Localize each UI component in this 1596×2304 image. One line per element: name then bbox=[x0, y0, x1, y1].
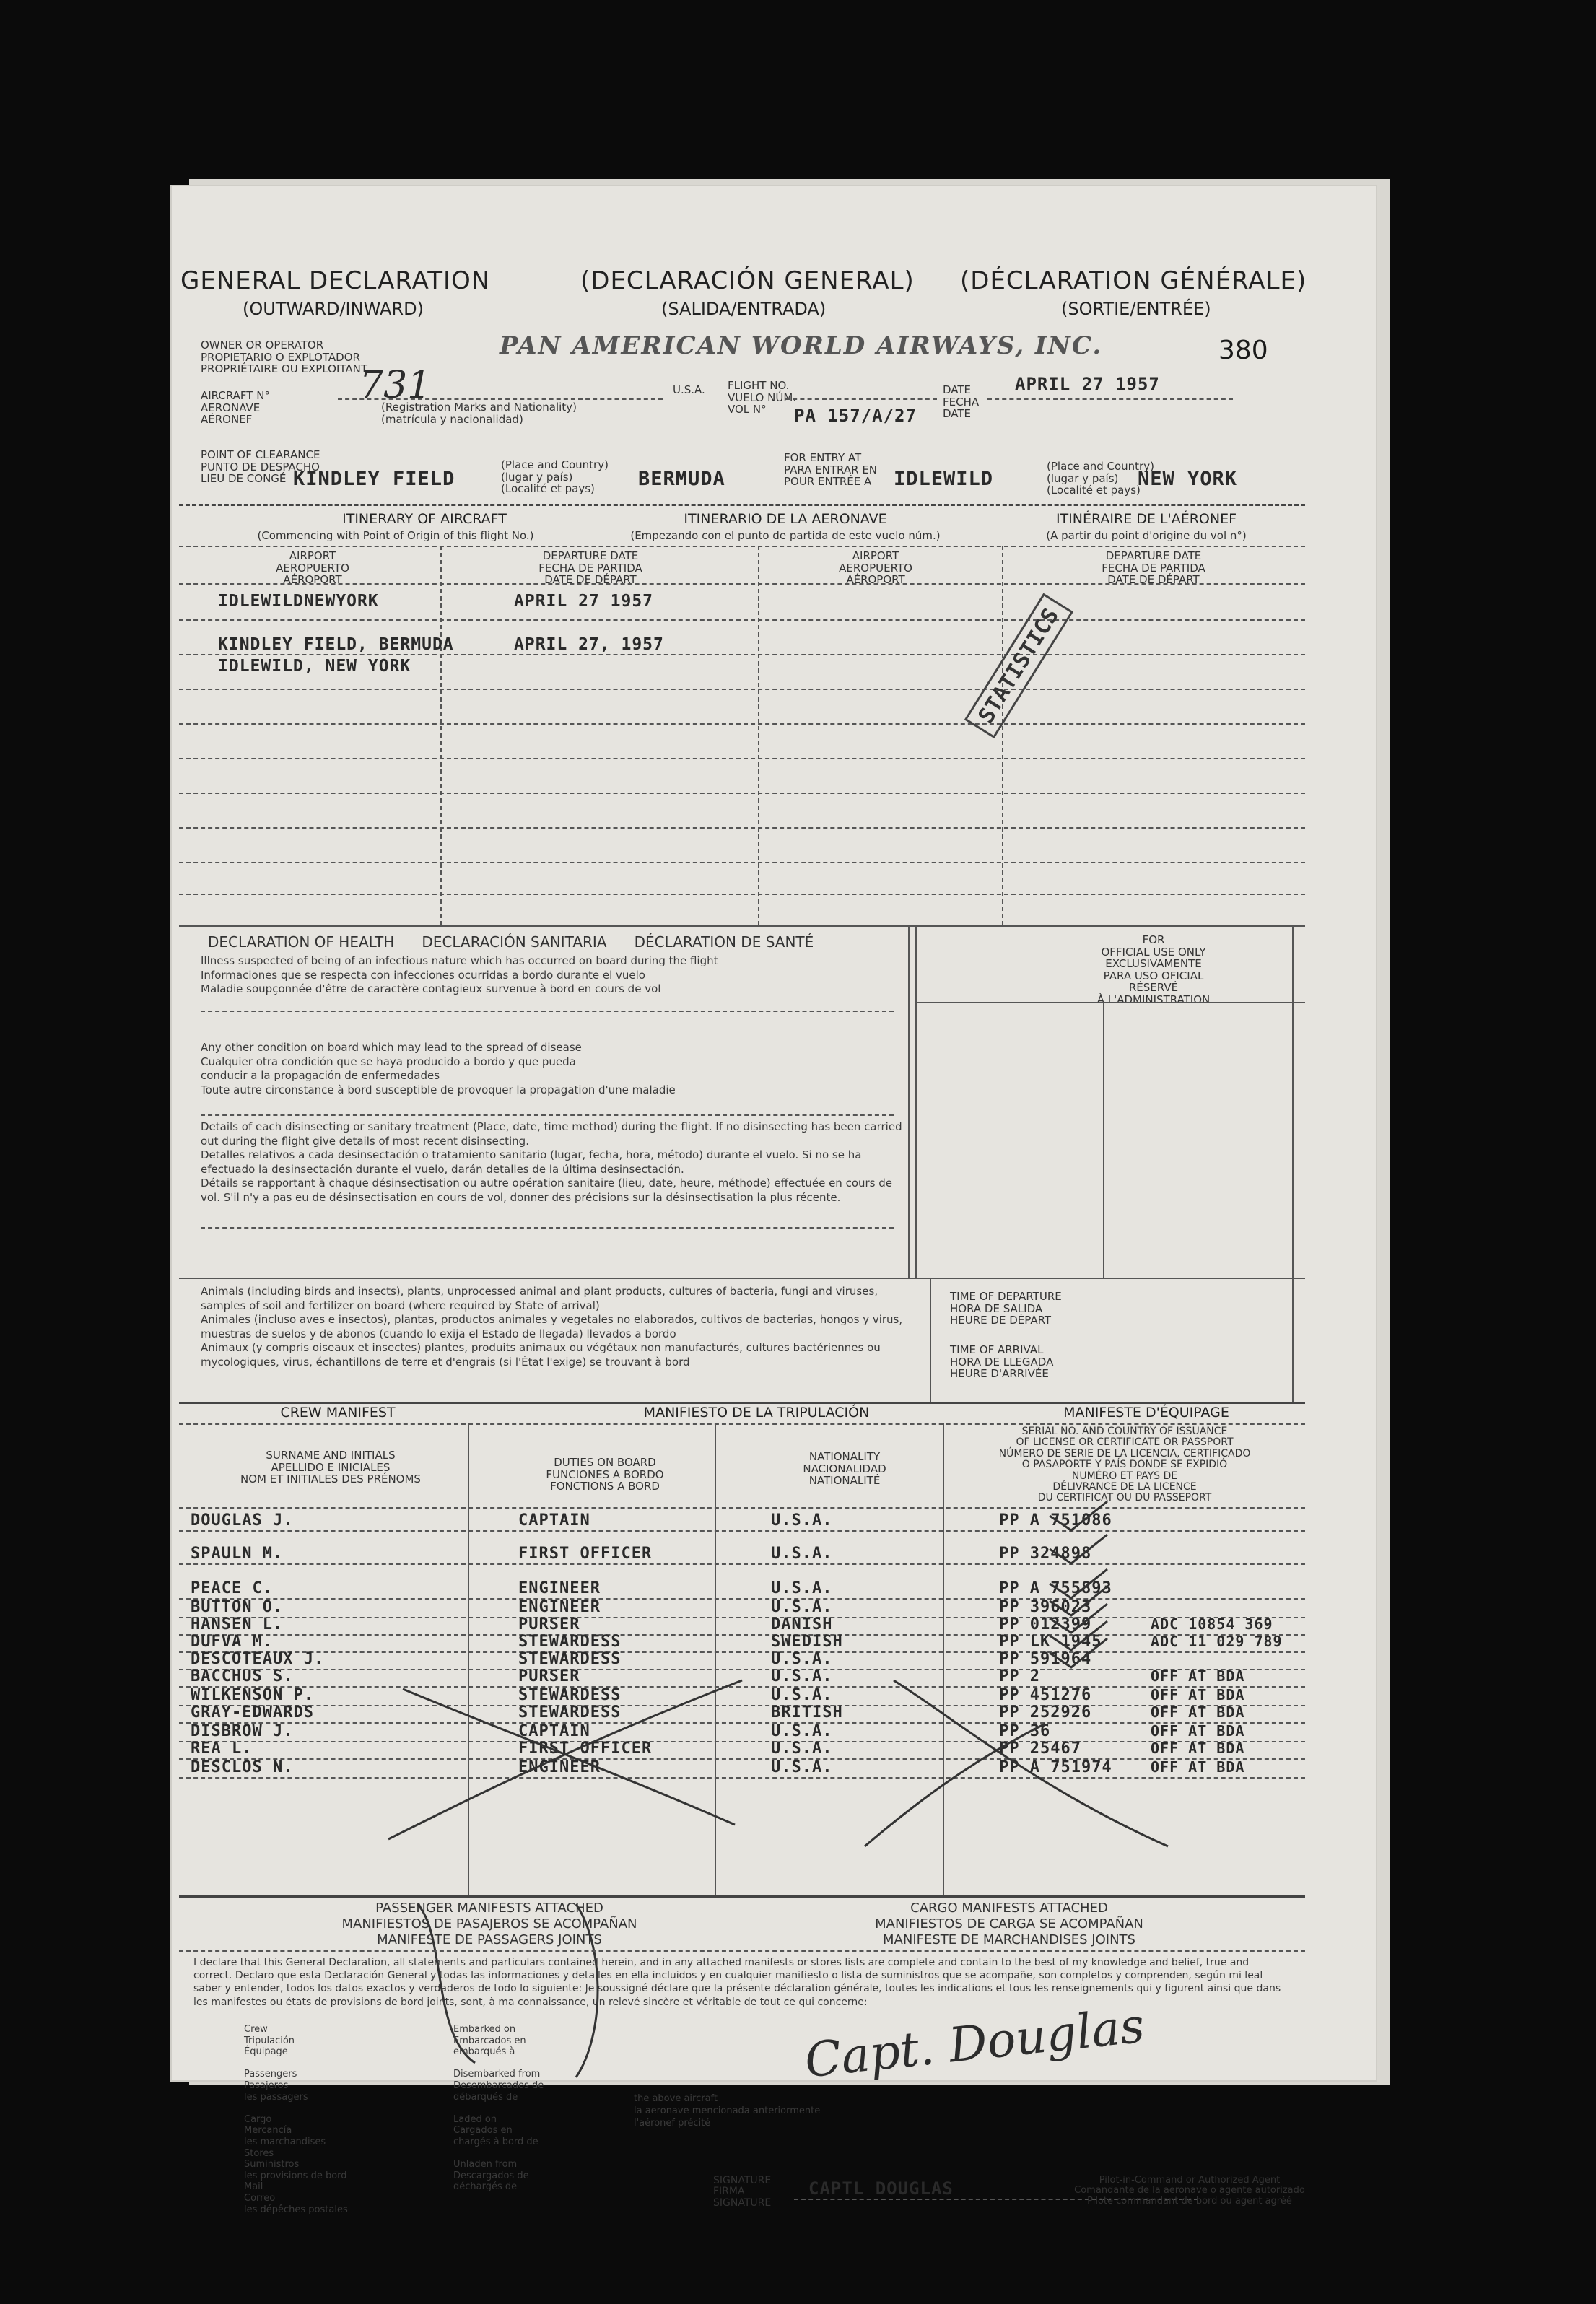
crew-row-note: ADC 11 029 789 bbox=[1151, 1633, 1283, 1650]
itinerary-row-0-date: APRIL 27 1957 bbox=[514, 592, 654, 611]
crew-row-note: OFF AT BDA bbox=[1151, 1667, 1245, 1685]
crew-row-nat: SWEDISH bbox=[771, 1633, 843, 1651]
crew-row-note: OFF AT BDA bbox=[1151, 1686, 1245, 1703]
crew-title-es: MANIFIESTO DE LA TRIPULACIÓN bbox=[643, 1405, 870, 1421]
crew-row-nat: U.S.A. bbox=[771, 1511, 833, 1530]
crew-row-nat: U.S.A. bbox=[771, 1598, 833, 1616]
crew-row-nat: U.S.A. bbox=[771, 1667, 833, 1685]
crew-row-nat: U.S.A. bbox=[771, 1686, 833, 1704]
crew-title-fr: MANIFESTE D'ÉQUIPAGE bbox=[1063, 1405, 1229, 1421]
crew-row-duty: CAPTAIN bbox=[518, 1511, 590, 1530]
crew-row-duty: ENGINEER bbox=[518, 1579, 601, 1597]
crew-row-name: DISBROW J. bbox=[191, 1722, 294, 1740]
crew-row-name: DOUGLAS J. bbox=[191, 1511, 294, 1530]
signature-left-labels: Crew Tripulación Équipage Passengers Pasajeros les passagers Cargo Mercancía les marchandises Stores Suministros les provisions de bord Mail Correo les dépêches postales bbox=[244, 2024, 348, 2215]
time-of-departure-label: TIME OF DEPARTURE HORA DE SALIDA HEURE DE DÉPART bbox=[950, 1290, 1062, 1327]
crew-row-name: BUTTON O. bbox=[191, 1598, 284, 1616]
page-number: 380 bbox=[1218, 336, 1268, 365]
passenger-manifest-en: PASSENGER MANIFESTS ATTACHED bbox=[375, 1901, 603, 1916]
crew-row-license: PP 36 bbox=[999, 1722, 1051, 1740]
crew-row-duty: STEWARDESS bbox=[518, 1686, 622, 1704]
crew-row-duty: FIRST OFFICER bbox=[518, 1740, 653, 1758]
crew-row-nat: DANISH bbox=[771, 1615, 833, 1633]
entry-country: NEW YORK bbox=[1138, 468, 1238, 490]
entry-label: FOR ENTRY AT PARA ENTRAR EN POUR ENTRÉE A bbox=[784, 451, 878, 488]
itinerary-note-fr: (A partir du point d'origine du vol n°) bbox=[1046, 529, 1247, 542]
clearance-place: KINDLEY FIELD bbox=[293, 468, 455, 490]
subtitle-en: (OUTWARD/INWARD) bbox=[243, 299, 424, 319]
aircraft-reference-text: the above aircraft la aeronave mencionada anteriormente l'aéronef précité bbox=[634, 2093, 821, 2129]
crew-row-license: PP LK 1945 bbox=[999, 1633, 1102, 1651]
crew-title-en: CREW MANIFEST bbox=[280, 1405, 396, 1421]
clearance-country: BERMUDA bbox=[638, 468, 725, 490]
itinerary-title-fr: ITINÉRAIRE DE L'AÉRONEF bbox=[1055, 511, 1237, 527]
aircraft-number: 731 bbox=[359, 364, 432, 407]
crew-row-duty: STEWARDESS bbox=[518, 1703, 622, 1722]
crew-col-name: SURNAME AND INITIALS APELLIDO E INICIALES NOM ET INITIALES DES PRÉNOMS bbox=[240, 1449, 421, 1485]
crew-row-license: PP 25467 bbox=[999, 1740, 1081, 1758]
itinerary-col-airport-1: AIRPORT AEROPUERTO AÉROPORT bbox=[276, 549, 349, 586]
statistics-stamp: STATISTICS bbox=[964, 593, 1073, 738]
cargo-manifest-fr: MANIFESTE DE MARCHANDISES JOINTS bbox=[883, 1932, 1135, 1947]
crew-row-nat: BRITISH bbox=[771, 1703, 843, 1722]
crew-row-note: ADC 10854 369 bbox=[1151, 1615, 1273, 1633]
crew-row-name: DUFVA M. bbox=[191, 1633, 273, 1651]
crew-row-license: PP 591964 bbox=[999, 1650, 1092, 1668]
strike-marks bbox=[172, 186, 1376, 2080]
itinerary-note-es: (Empezando con el punto de partida de este vuelo núm.) bbox=[630, 529, 941, 542]
health-title: DECLARATION OF HEALTH DECLARACIÓN SANITARIA DÉCLARATION DE SANTÉ bbox=[208, 933, 814, 951]
pilot-in-command-label: Pilot-in-Command or Authorized Agent Comandante de la aeronave o agente autorizado Pilote commandant de bord ou agent agréé bbox=[1074, 2175, 1305, 2207]
signature-label: SIGNATURE FIRMA SIGNATURE bbox=[713, 2175, 772, 2209]
itinerary-col-airport-2: AIRPORT AEROPUERTO AÉROPORT bbox=[839, 549, 912, 586]
crew-row-note: OFF AT BDA bbox=[1151, 1722, 1245, 1740]
crew-row-nat: U.S.A. bbox=[771, 1545, 833, 1563]
aircraft-label: AIRCRAFT N° AERONAVE AÉRONEF bbox=[201, 389, 270, 426]
signature-mid-labels: Embarked on Embarcados en embarqués à Disembarked from Desembarcados de débarqués de Laded on Cargados en chargés à bord de Unladen from Descargados de déchargés de bbox=[453, 2024, 544, 2193]
health-disinsecting-text: Details of each disinsecting or sanitary treatment (Place, date, time method) during the flight. If no disinsecting has been carried out during the flight give details of most recent disinsecting. Detalles relativos a cada desinsectación o tratamiento sanitario (lugar, fecha, hora, método) durante el vuelo. Si no se ha efectuado la desinsectación durante el vuelo, darán detalles de la última desinsectación. Détails se rapportant à chaque désinsectisation ou autre opération sanitaire (lieu, date, heure, méthode) effectuée en cours de vol. S'il n'y a pas eu de désinsectisation en cours de vol, donner des précisions sur la désinsectisation la plus récente. bbox=[201, 1120, 902, 1204]
itinerary-title-en: ITINERARY OF AIRCRAFT bbox=[342, 511, 507, 527]
crew-row-license: PP 396023 bbox=[999, 1598, 1092, 1616]
itinerary-col-departure-2: DEPARTURE DATE FECHA DE PARTIDA DATE DE DÉPART bbox=[1102, 549, 1205, 586]
cargo-manifest-en: CARGO MANIFESTS ATTACHED bbox=[910, 1901, 1108, 1916]
itinerary-row-1-airport: KINDLEY FIELD, BERMUDA bbox=[218, 635, 454, 654]
subtitle-es: (SALIDA/ENTRADA) bbox=[661, 299, 827, 319]
crew-col-duty: DUTIES ON BOARD FUNCIONES A BORDO FONCTIONS A BORD bbox=[546, 1456, 664, 1493]
title-es: (DECLARACIÓN GENERAL) bbox=[580, 266, 915, 295]
crew-row-name: WILKENSON P. bbox=[191, 1686, 314, 1704]
entry-place: IDLEWILD bbox=[894, 468, 994, 490]
usa-label: U.S.A. bbox=[673, 383, 705, 396]
itinerary-row-2-airport: IDLEWILD, NEW YORK bbox=[218, 657, 411, 676]
crew-row-name: HANSEN L. bbox=[191, 1615, 284, 1633]
crew-row-duty: STEWARDESS bbox=[518, 1650, 622, 1668]
crew-row-name: PEACE C. bbox=[191, 1579, 273, 1597]
flight-date: APRIL 27 1957 bbox=[1015, 374, 1160, 394]
crew-row-license: PP A 755893 bbox=[999, 1579, 1112, 1597]
crew-row-license: PP 252926 bbox=[999, 1703, 1092, 1722]
crew-row-duty: ENGINEER bbox=[518, 1758, 601, 1776]
itinerary-note-en: (Commencing with Point of Origin of this flight No.) bbox=[257, 529, 534, 542]
date-label: DATE FECHA DATE bbox=[943, 383, 980, 420]
official-use-label: FOR OFFICIAL USE ONLY EXCLUSIVAMENTE PARA USO OFICIAL RÉSERVÉ À L'ADMINISTRATION bbox=[1096, 933, 1211, 1006]
crew-row-nat: U.S.A. bbox=[771, 1579, 833, 1597]
crew-row-duty: STEWARDESS bbox=[518, 1633, 622, 1651]
crew-row-license: PP 2 bbox=[999, 1667, 1040, 1685]
itinerary-title-es: ITINERARIO DE LA AERONAVE bbox=[684, 511, 887, 527]
itinerary-row-1-date: APRIL 27, 1957 bbox=[514, 635, 664, 654]
crew-row-duty: ENGINEER bbox=[518, 1598, 601, 1616]
general-declaration-form bbox=[172, 186, 1376, 2215]
crew-col-nationality: NATIONALITY NACIONALIDAD NATIONALITÉ bbox=[803, 1450, 886, 1487]
crew-row-nat: U.S.A. bbox=[771, 1758, 833, 1776]
passenger-manifest-fr: MANIFESTE DE PASSAGERS JOINTS bbox=[377, 1932, 602, 1947]
crew-row-license: PP A 751974 bbox=[999, 1758, 1112, 1776]
health-illness-text: Illness suspected of being of an infectious nature which has occurred on board during the flight Informaciones que se respecta con infecciones ocurridas a bordo durante el vuelo Maladie soupçonnée d'être de caractère contagieux survenue à bord en cours de vol bbox=[201, 954, 718, 995]
crew-row-note: OFF AT BDA bbox=[1151, 1703, 1245, 1721]
crew-row-license: PP 012399 bbox=[999, 1615, 1092, 1633]
animals-text: Animals (including birds and insects), plants, unprocessed animal and plant products, cultures of bacteria, fungi and viruses, samples of soil and fertilizer on board (where required by State of arrival) Animales (incluso aves e insectos), plantas, productos animales y vegetales no elaborados, cultivos de bacterias, hongos y virus, muestras de suelos y de abonos (cuando lo exija el Estado de llegada) llevados a bordo Animaux (y compris oiseaux et insectes) plantes, produits animaux ou végétaux non manufacturés, cultures bactériennes ou mycologiques, virus, échantillons de terre et d'engrais (si l'État l'exige) se trouvant à bord bbox=[201, 1285, 903, 1369]
crew-row-duty: CAPTAIN bbox=[518, 1722, 590, 1740]
flight-number: PA 157/A/27 bbox=[794, 406, 917, 426]
cargo-manifest-es: MANIFIESTOS DE CARGA SE ACOMPAÑAN bbox=[875, 1916, 1143, 1932]
crew-row-license: PP 451276 bbox=[999, 1686, 1092, 1704]
crew-row-note: OFF AT BDA bbox=[1151, 1740, 1245, 1757]
registration-label: (Registration Marks and Nationality) (matrícula y nacionalidad) bbox=[381, 401, 577, 426]
crew-row-duty: FIRST OFFICER bbox=[518, 1545, 653, 1563]
crew-row-license: PP A 751086 bbox=[999, 1511, 1112, 1530]
itinerary-col-departure-1: DEPARTURE DATE FECHA DE PARTIDA DATE DE DÉPART bbox=[538, 549, 642, 586]
crew-row-duty: PURSER bbox=[518, 1667, 580, 1685]
crew-row-duty: PURSER bbox=[518, 1615, 580, 1633]
operator-value: PAN AMERICAN WORLD AIRWAYS, INC. bbox=[500, 331, 1103, 360]
title-en: GENERAL DECLARATION bbox=[180, 266, 491, 295]
time-of-arrival-label: TIME OF ARRIVAL HORA DE LLEGADA HEURE D'ARRIVÉE bbox=[950, 1343, 1054, 1380]
operator-label: OWNER OR OPERATOR PROPIETARIO O EXPLOTADOR PROPRIÉTAIRE OU EXPLOITANT bbox=[201, 339, 368, 375]
crew-row-name: BACCHUS S. bbox=[191, 1667, 294, 1685]
crew-col-license: SERIAL NO. AND COUNTRY OF ISSUANCE OF LICENSE OR CERTIFICATE OR PASSPORT NÚMERO DE SERIE DE LA LICENCIA, CERTIFICADO O PASAPORTE Y PAÍS DONDE SE EXPIDIÓ NUMÉRO ET PAYS DE DÉLIVRANCE DE LA LICENCE DU CERTIFICAT OU DU PASSEPORT bbox=[998, 1426, 1251, 1504]
crew-row-nat: U.S.A. bbox=[771, 1722, 833, 1740]
itinerary-row-0-airport: IDLEWILDNEWYORK bbox=[218, 592, 379, 611]
clearance-place-label: (Place and Country) (lugar y país) (Localité et pays) bbox=[501, 458, 609, 495]
passenger-manifest-es: MANIFIESTOS DE PASAJEROS SE ACOMPAÑAN bbox=[341, 1916, 637, 1932]
crew-row-nat: U.S.A. bbox=[771, 1650, 833, 1668]
entry-place-label: (Place and Country) (lugar y país) (Localité et pays) bbox=[1047, 460, 1154, 497]
crew-row-name: SPAULN M. bbox=[191, 1545, 284, 1563]
crew-row-nat: U.S.A. bbox=[771, 1740, 833, 1758]
flight-label: FLIGHT NO. VUELO NÚM. VOL N° bbox=[728, 379, 797, 416]
declaration-text: I declare that this General Declaration, all statements and particulars contained herein, and in any attached manifests or stores lists are complete and contain to the best of my knowledge and belief, true and correct. Declaro que esta Declaración General y todas las informaciones y detalles en ella incluidos y en cualquier manifiesto o lista de suministros que se acompañe, son completos y comprenden, según mi leal saber y entender, todos los datos exactos y verdaderos de todo lo siguiente: Je soussigné déclare que la présente déclaration générale, toutes les indications et tous les renseignements qui y figurent ainsi que dans les manifestes ou états de provisions de bord joints, sont, à ma connaissance, un relevé sincère et véritable de tout ce qui concerne: bbox=[193, 1957, 1281, 2008]
clearance-label: POINT OF CLEARANCE PUNTO DE DESPACHO LIEU DE CONGÉ bbox=[201, 448, 320, 485]
subtitle-fr: (SORTIE/ENTRÉE) bbox=[1061, 299, 1211, 319]
health-condition-text: Any other condition on board which may lead to the spread of disease Cualquier otra condición que se haya producido a bordo y que pueda conducir a la propagación de enfermedades Toute autre circonstance à bord susceptible de provoquer la propagation d'une maladie bbox=[201, 1041, 676, 1096]
crew-row-license: PP 324898 bbox=[999, 1545, 1092, 1563]
title-fr: (DÉCLARATION GÉNÉRALE) bbox=[960, 266, 1307, 295]
crew-row-name: DESCLOS N. bbox=[191, 1758, 294, 1776]
crew-row-note: OFF AT BDA bbox=[1151, 1758, 1245, 1776]
handwritten-signature: Capt. Douglas bbox=[802, 1997, 1147, 2089]
signature-typed: CAPTL DOUGLAS bbox=[808, 2178, 954, 2199]
crew-row-name: REA L. bbox=[191, 1740, 253, 1758]
crew-row-name: DESCOTEAUX J. bbox=[191, 1650, 325, 1668]
crew-row-name: GRAY-EDWARDS bbox=[191, 1703, 314, 1722]
